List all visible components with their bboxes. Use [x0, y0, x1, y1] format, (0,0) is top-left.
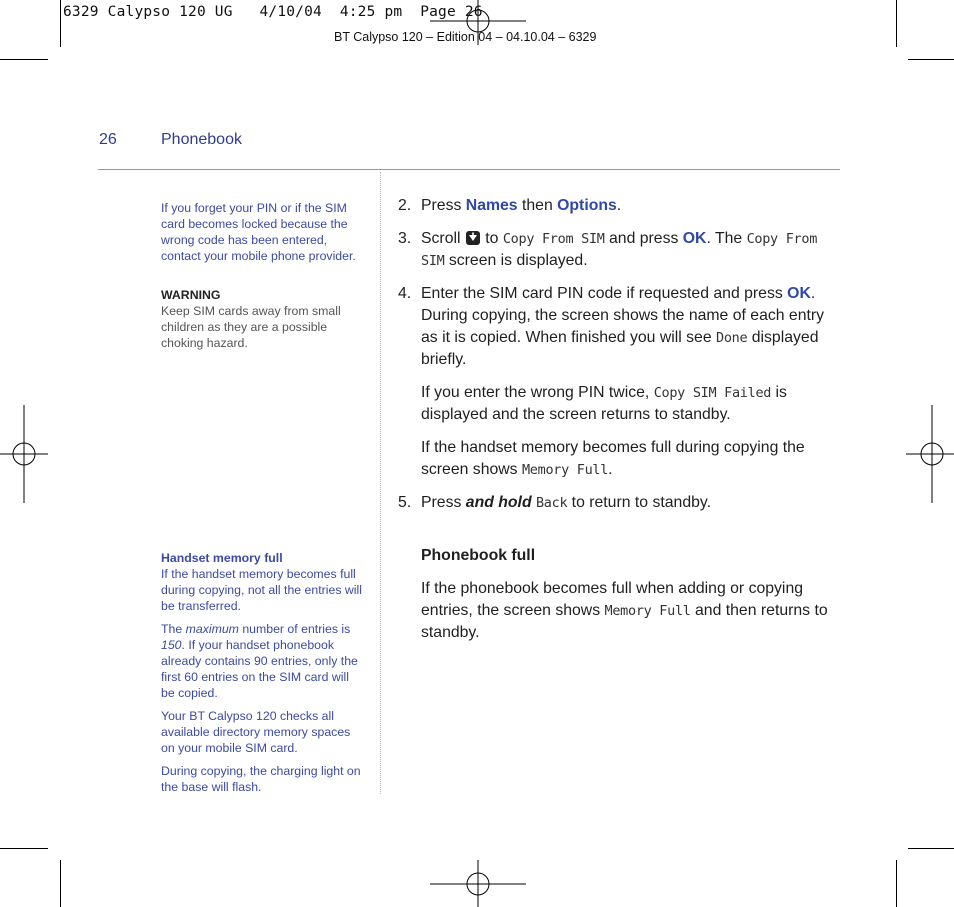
- text-run: If the phonebook becomes full when adding or copying entries, the screen shows: [421, 580, 804, 619]
- registration-mark-right: [906, 405, 954, 503]
- max-entries-note: [161, 621, 366, 701]
- text-run: is displayed and the screen returns to standby.: [421, 384, 787, 423]
- lcd-copy-from-sim: Copy From SIM: [502, 231, 605, 247]
- crop-mark: [896, 0, 897, 47]
- registration-mark-left: [0, 405, 48, 503]
- text-run: . If your handset phonebook already contains 90 entries, only the first 60 entries on the SIM card will be copied.: [161, 638, 358, 700]
- emphasis: maximum: [185, 622, 239, 636]
- crop-mark: [0, 848, 48, 849]
- options-key: Options: [557, 197, 617, 214]
- and-hold-emphasis: and hold: [465, 494, 532, 511]
- text-run: then: [517, 197, 558, 214]
- step-4: [398, 283, 838, 371]
- text-run: displayed briefly.: [421, 329, 819, 368]
- checks-note: Your BT Calypso 120 checks all available directory memory spaces on your mobile SIM card.: [161, 709, 351, 755]
- sidebar-memory: [161, 550, 366, 802]
- text-run: .: [608, 461, 613, 478]
- text-run: .: [616, 197, 622, 214]
- main-instructions: [398, 195, 838, 525]
- text-run: Scroll: [421, 230, 465, 247]
- phonebook-full-section: [398, 545, 838, 655]
- memory-full-note: [398, 437, 838, 481]
- column-divider: [380, 172, 381, 794]
- text-run: and then returns to standby.: [421, 602, 828, 641]
- header-rule: [98, 169, 840, 170]
- text-run: Press: [421, 197, 466, 214]
- page-number: 26: [99, 131, 117, 148]
- phonebook-full-text: [398, 578, 838, 644]
- step-number: 3.: [398, 230, 412, 247]
- phonebook-full-heading: Phonebook full: [421, 547, 536, 564]
- text-run: and press: [604, 230, 683, 247]
- text-run: to: [480, 230, 503, 247]
- crop-mark: [0, 59, 48, 60]
- crop-mark: [896, 860, 897, 907]
- wrong-pin-note: [398, 382, 838, 426]
- crop-mark: [908, 59, 954, 60]
- scroll-down-key-icon: [465, 230, 481, 246]
- charging-note: During copying, the charging light on the base will flash.: [161, 764, 361, 794]
- section-title: Phonebook: [161, 131, 242, 148]
- text-run: screen is displayed.: [444, 252, 588, 269]
- lcd-copy-sim-failed: Copy SIM Failed: [653, 385, 772, 401]
- step-number: 5.: [398, 494, 412, 511]
- memory-heading: Handset memory full: [161, 551, 283, 565]
- sidebar-pin-note: [161, 200, 366, 271]
- step-number: 4.: [398, 285, 412, 302]
- names-key: Names: [465, 197, 518, 214]
- lcd-done: Done: [716, 330, 748, 346]
- crop-mark: [908, 848, 954, 849]
- text-run: Enter the SIM card PIN code if requested and press: [421, 285, 788, 302]
- text-run: . During copying, the screen shows the name of each entry as it is copied. When finished you will see: [421, 285, 825, 346]
- crop-mark: [60, 0, 61, 47]
- crop-mark: [60, 860, 61, 907]
- lcd-back: Back: [535, 495, 568, 511]
- edition-line: BT Calypso 120 – Edition 04 – 04.10.04 – 6329: [334, 30, 597, 44]
- ok-key: OK: [682, 230, 707, 247]
- text-run: The: [161, 622, 186, 636]
- emphasis: 150: [161, 638, 182, 652]
- step-3: [398, 228, 838, 272]
- print-file-header: 6329 Calypso 120 UG 4/10/04 4:25 pm Page 26: [63, 4, 483, 20]
- warning-text: Keep SIM cards away from small children as they are a possible choking hazard.: [161, 304, 341, 350]
- step-5: [398, 492, 838, 514]
- registration-mark-bottom: [428, 860, 528, 907]
- step-2: [398, 195, 838, 217]
- lcd-memory-full: Memory Full: [521, 462, 609, 478]
- sidebar-warning: [161, 287, 366, 358]
- lcd-memory-full: Memory Full: [604, 603, 691, 619]
- text-run: . The: [706, 230, 747, 247]
- text-run: If the handset memory becomes full during copying the screen shows: [421, 439, 805, 478]
- step-number: 2.: [398, 197, 412, 214]
- warning-heading: WARNING: [161, 288, 221, 302]
- lcd-copy-from-sim: Copy From SIM: [421, 231, 818, 269]
- text-run: Press: [421, 494, 466, 511]
- ok-key: OK: [787, 285, 811, 302]
- text-run: to return to standby.: [567, 494, 712, 511]
- text-run: number of entries is: [238, 622, 351, 636]
- pin-note-text: If you forget your PIN or if the SIM card becomes locked because the wrong code has been entered, contact your mobile phone provider.: [161, 201, 356, 263]
- text-run: If you enter the wrong PIN twice,: [421, 384, 654, 401]
- memory-text: If the handset memory becomes full during copying, not all the entries will be transferred.: [161, 567, 362, 613]
